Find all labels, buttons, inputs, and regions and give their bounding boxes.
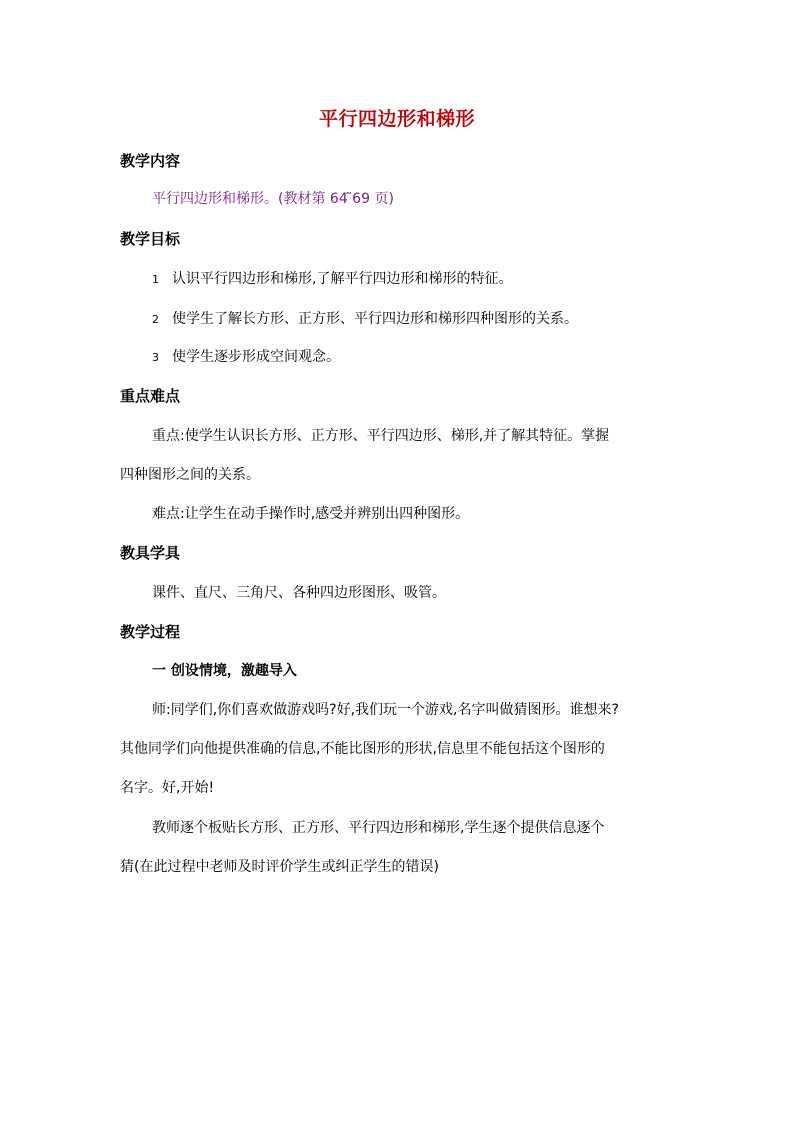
step-1-heading: 一 创设情境，激趣导入 [152,663,297,679]
document-title: 平行四边形和梯形 [318,108,475,130]
key-point-line-1: 重点:使学生认识长方形、正方形、平行四边形、梯形,并了解其特征。掌握 [152,428,610,444]
heading-teaching-goals: 教学目标 [120,230,181,248]
goal-number: 1 [152,273,159,286]
teaching-content-text: 平行四边形和梯形。(教材第 64 ̃69 页) [152,191,394,207]
tools-text: 课件、直尺、三角尺、各种四边形图形、吸管。 [152,585,446,601]
goal-item-2 [152,308,578,328]
paragraph-1-line-2: 其他同学们向他提供准确的信息,不能比图形的形状,信息里不能包括这个图形的 [120,741,605,757]
paragraph-2-line-1: 教师逐个板贴长方形、正方形、平行四边形和梯形,学生逐个提供信息逐个 [152,820,605,836]
difficulty-text: 难点:让学生在动手操作时,感受并辨别出四种图形。 [152,506,470,522]
goal-text: 认识平行四边形和梯形,了解平行四边形和梯形的特征。 [172,271,513,287]
heading-teaching-tools: 教具学具 [120,544,181,562]
heading-teaching-content: 教学内容 [120,152,181,170]
key-point-line-2: 四种图形之间的关系。 [120,467,260,483]
heading-key-difficulty: 重点难点 [120,387,181,405]
goal-number: 2 [152,313,159,326]
goal-number: 3 [152,351,159,364]
goal-text: 使学生逐步形成空间观念。 [172,349,340,365]
goal-text: 使学生了解长方形、正方形、平行四边形和梯形四种图形的关系。 [172,311,578,327]
heading-teaching-process: 教学过程 [120,623,181,641]
paragraph-1-line-1: 师:同学们,你们喜欢做游戏吗?好,我们玩一个游戏,名字叫做猜图形。谁想来? [152,702,619,718]
goal-item-1 [152,268,512,288]
paragraph-2-line-2: 猜(在此过程中老师及时评价学生或纠正学生的错误) [120,859,439,875]
paragraph-1-line-3: 名字。好,开始! [120,780,215,796]
goal-item-3 [152,346,340,366]
